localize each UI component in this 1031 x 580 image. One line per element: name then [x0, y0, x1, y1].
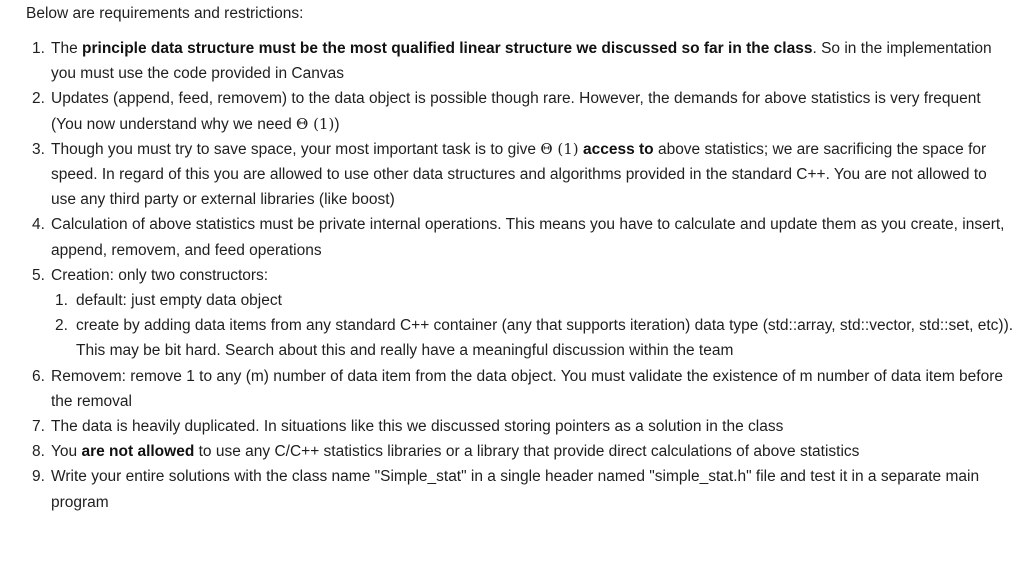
item-text: Calculation of above statistics must be private internal operations. This means you have to calculate and update them as you create, insert, append, removem, and feed operations	[51, 216, 1005, 259]
section-heading: Below are requirements and restrictions:	[26, 5, 304, 22]
item-number: 7.	[32, 418, 45, 436]
requirement-item	[26, 464, 1016, 514]
sublist-item	[51, 288, 1016, 313]
item-text: Write your entire solutions with the class name "Simple_stat" in a single header named "simple_stat.h" file and test it in a separate main program	[51, 468, 980, 511]
item-number: 3.	[32, 140, 45, 158]
item-number: 5.	[32, 266, 45, 284]
requirement-item	[26, 212, 1016, 262]
requirement-item	[26, 414, 1016, 439]
item-text: above statistics; we are sacrificing the space for speed. In regard of this you are allowed to use other data structures and algorithms provided in the standard C++. You are not allowed to use any third party or external libraries (like boost)	[51, 140, 987, 209]
item-text: The	[51, 40, 83, 57]
item-text: The data is heavily duplicated. In situations like this we discussed storing pointers as a solution in the class	[51, 418, 784, 436]
item-text: You	[51, 443, 82, 461]
item-text: Creation: only two constructors:	[51, 266, 269, 284]
item-number: 1.	[55, 292, 68, 310]
item-text: )	[334, 115, 340, 133]
requirement-item	[26, 364, 1016, 414]
item-text: Updates (append, feed, removem) to the data object is possible though rare. However, the demands for above statistics is very frequent (You now understand why we need	[51, 90, 981, 133]
item-number: 2.	[32, 90, 45, 108]
requirement-item	[26, 86, 1016, 136]
sublist-item	[51, 313, 1016, 363]
constructor-sublist	[51, 288, 1016, 364]
item-text: Though you must try to save space, your most important task is to give	[51, 140, 541, 158]
item-text: create by adding data items from any standard C++ container (any that supports iteration) data type (std::array, std::vector, std::set, etc)). This may be bit hard. Search about this and really have a meaningful discussion within the team	[76, 317, 1014, 360]
item-number: 8.	[32, 443, 45, 461]
item-number: 6.	[32, 367, 45, 385]
item-number: 1.	[32, 40, 45, 57]
requirement-item	[26, 36, 1016, 86]
item-text-bold: are not allowed	[81, 443, 195, 461]
item-number: 2.	[55, 317, 68, 335]
item-text-bold: access to	[582, 140, 654, 158]
item-number: 9.	[32, 468, 45, 486]
item-text: Removem: remove 1 to any (m) number of data item from the data object. You must validate the existence of m number of data item before the removal	[51, 367, 1004, 410]
math-expression: Θ (1)	[540, 139, 579, 158]
item-text-bold: principle data structure must be the most qualified linear structure we discussed so far in the class	[82, 40, 813, 57]
item-text: . So in the implementation you must use the code provided in Canvas	[51, 40, 992, 83]
requirement-item	[26, 263, 1016, 364]
requirement-item	[26, 439, 1016, 464]
item-text: to use any C/C++ statistics libraries or a library that provide direct calculations of above statistics	[194, 443, 860, 461]
math-expression: Θ (1)	[296, 114, 335, 133]
item-text: default: just empty data object	[76, 292, 282, 310]
item-number: 4.	[32, 216, 45, 234]
requirement-item	[26, 137, 1016, 213]
requirements-list	[26, 36, 1016, 515]
